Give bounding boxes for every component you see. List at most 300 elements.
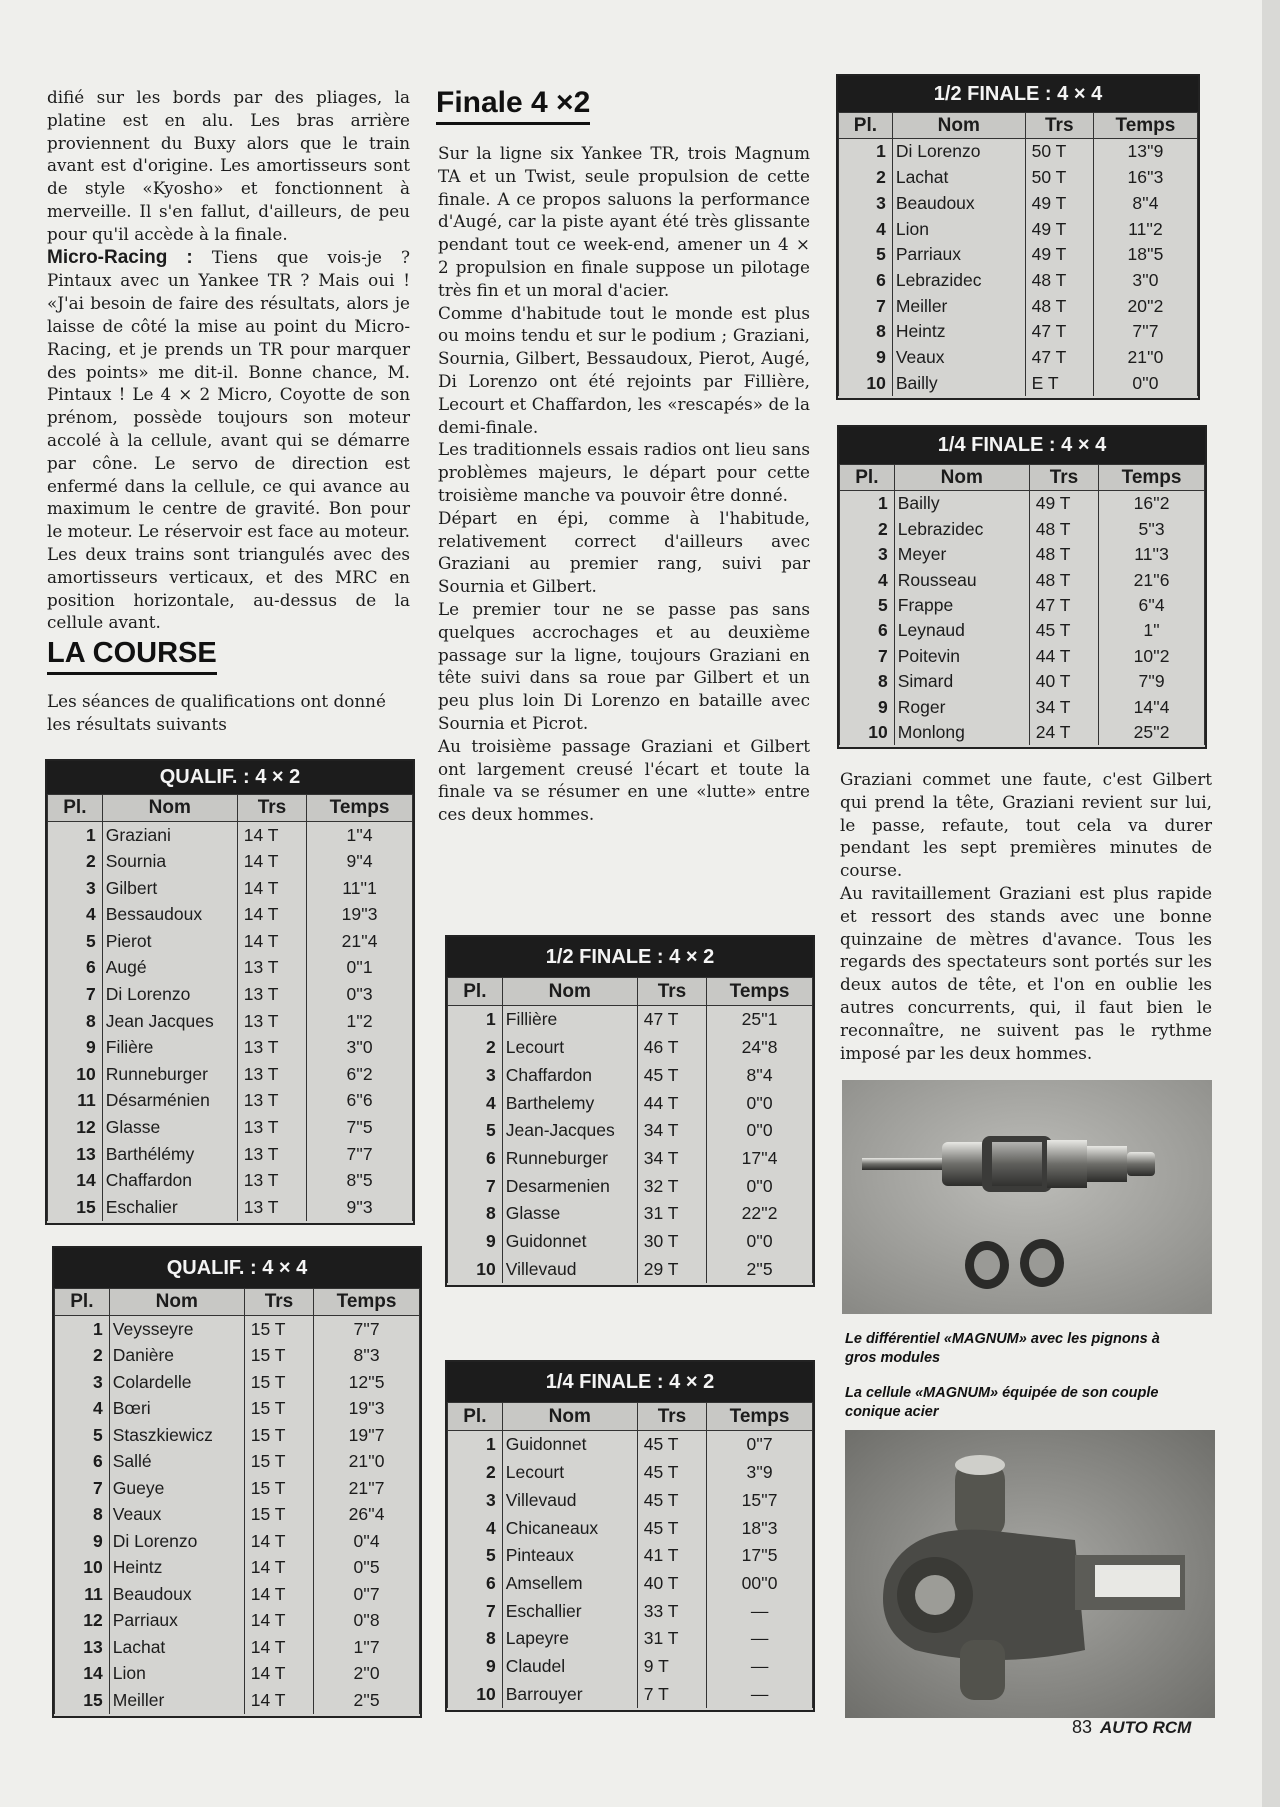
cell-nom: Di Lorenzo (102, 982, 237, 1009)
cell-trs: 14 T (244, 1608, 313, 1635)
cell-pl: 6 (839, 267, 893, 293)
table-row (448, 1255, 813, 1283)
cell-trs: 14 T (244, 1687, 313, 1714)
column-1-text (47, 86, 410, 634)
cell-trs: 15 T (244, 1502, 313, 1529)
column-header-pl: Pl. (55, 1289, 110, 1316)
cellule-image (845, 1430, 1215, 1718)
cell-pl: 9 (448, 1653, 503, 1681)
column-header-temps: Temps (307, 795, 413, 822)
cell-nom: Guidonnet (502, 1228, 637, 1256)
cell-nom: Chaffardon (502, 1061, 637, 1089)
table-row (48, 955, 413, 982)
cell-nom: Lebrazidec (894, 516, 1029, 541)
cell-temps: 21''7 (314, 1475, 420, 1502)
micro-racing-text: Tiens que vois-je ? Pintaux avec un Yankee TR ? Mais oui ! «J'ai besoin de faire des résultats, alors je laisse de côté la mise au point du Micro-Racing, et je prends un TR pour marquer des points» me dit-il. Bonne chance, M. Pintaux ! Le 4 × 2 Micro, Coyotte de son prénom, possède toujours son moteur accolé à la cellule, avant qui se démarre par cône. Le servo de direction est enfermé dans la cellule, ce qui avance au maximum le centre de gravité. Bon pour le moteur. Le réservoir est face au moteur. Les deux trains sont triangulés avec des amortisseurs verticaux, et des MRC en position horizontale, au-dessus de la cellule avant. (47, 246, 411, 633)
cell-nom: Staszkiewicz (109, 1422, 244, 1449)
cell-nom: Lachat (892, 165, 1025, 191)
column-header-pl: Pl. (840, 465, 895, 491)
cell-nom: Lachat (109, 1634, 244, 1661)
table-row (55, 1608, 420, 1635)
table-row (48, 849, 413, 876)
cell-temps: 6''2 (307, 1061, 413, 1088)
table-row (448, 1680, 813, 1708)
results-table-quart-4x4 (837, 425, 1207, 749)
cell-temps: 11''2 (1093, 216, 1197, 242)
cell-temps: 7''5 (307, 1115, 413, 1142)
cell-pl: 15 (55, 1687, 110, 1714)
column-header-trs: Trs (244, 1289, 313, 1316)
cell-nom: Runneburger (502, 1144, 637, 1172)
cell-nom: Bailly (892, 370, 1025, 396)
cell-trs: 49 T (1029, 491, 1098, 517)
table-row (840, 720, 1205, 745)
cell-pl: 4 (448, 1089, 503, 1117)
cell-nom: Meyer (894, 542, 1029, 567)
cell-temps: — (707, 1680, 813, 1708)
table-header-row (448, 978, 813, 1006)
column-header-trs: Trs (637, 1403, 706, 1431)
results-table-demi-4x4 (836, 74, 1200, 400)
cell-trs: 49 T (1025, 190, 1093, 216)
cell-nom: Roger (894, 694, 1029, 719)
table-row (448, 1061, 813, 1089)
table-row (448, 1542, 813, 1570)
cell-nom: Lecourt (502, 1459, 637, 1487)
cell-trs: 31 T (637, 1625, 706, 1653)
cell-temps: 9''4 (307, 849, 413, 876)
cell-temps: 0''0 (707, 1089, 813, 1117)
paragraph: Les traditionnels essais radios ont lieu sans problèmes majeurs, le départ pour cette troisième manche va pouvoir être donné. (438, 439, 810, 505)
table-row (839, 242, 1198, 268)
table-row (840, 694, 1205, 719)
cell-temps: 11''3 (1099, 542, 1205, 567)
table-row (840, 491, 1205, 517)
column-header-pl: Pl. (448, 1403, 503, 1431)
table-row (840, 516, 1205, 541)
cell-pl: 6 (448, 1144, 503, 1172)
table-row (839, 216, 1198, 242)
cell-nom: Colardelle (109, 1369, 244, 1396)
column-2-text (438, 142, 810, 826)
cell-temps: 3''9 (707, 1459, 813, 1487)
results-grid (839, 464, 1205, 745)
cell-temps: 2''5 (314, 1687, 420, 1714)
cell-trs: 48 T (1029, 542, 1098, 567)
cell-temps: 19''3 (307, 902, 413, 929)
cell-pl: 2 (839, 165, 893, 191)
cell-nom: Runneburger (102, 1061, 237, 1088)
cell-temps: 8''4 (707, 1061, 813, 1089)
table-row (448, 1034, 813, 1062)
cell-temps: 14''4 (1099, 694, 1205, 719)
cell-temps: 18''5 (1093, 242, 1197, 268)
cell-pl: 9 (448, 1228, 503, 1256)
cell-trs: 48 T (1025, 267, 1093, 293)
cell-nom: Veaux (109, 1502, 244, 1529)
table-row (840, 669, 1205, 694)
cell-nom: Jean Jacques (102, 1008, 237, 1035)
cell-temps: 11''1 (307, 875, 413, 902)
table-row (55, 1475, 420, 1502)
cell-trs: 14 T (237, 849, 306, 876)
cell-temps: 8''5 (307, 1168, 413, 1195)
cell-trs: 31 T (637, 1200, 706, 1228)
table-row (48, 1008, 413, 1035)
cell-nom: Glasse (502, 1200, 637, 1228)
cell-pl: 8 (839, 319, 893, 345)
column-header-temps: Temps (1099, 465, 1205, 491)
cell-nom: Augé (102, 955, 237, 982)
cell-temps: 18''3 (707, 1514, 813, 1542)
cell-nom: Monlong (894, 720, 1029, 745)
table-row (48, 1194, 413, 1221)
table-row (839, 139, 1198, 165)
cell-nom: Barthélémy (102, 1141, 237, 1168)
cell-pl: 11 (55, 1581, 110, 1608)
cell-trs: 47 T (1025, 345, 1093, 371)
table-row (55, 1396, 420, 1423)
table-row (55, 1661, 420, 1688)
table-row (48, 875, 413, 902)
cell-temps: — (707, 1653, 813, 1681)
column-header-nom: Nom (102, 795, 237, 822)
cell-trs: 14 T (244, 1581, 313, 1608)
cell-trs: 48 T (1029, 516, 1098, 541)
cell-pl: 5 (839, 242, 893, 268)
cell-nom: Lion (892, 216, 1025, 242)
results-grid (447, 1402, 813, 1708)
column-header-pl: Pl. (448, 978, 503, 1006)
table-row (55, 1449, 420, 1476)
cell-pl: 14 (48, 1168, 103, 1195)
cell-pl: 9 (48, 1035, 103, 1062)
table-row (448, 1117, 813, 1145)
table-row (55, 1422, 420, 1449)
cell-pl: 8 (48, 1008, 103, 1035)
cell-nom: Di Lorenzo (892, 139, 1025, 165)
cell-nom: Filière (102, 1035, 237, 1062)
cell-trs: 15 T (244, 1422, 313, 1449)
cell-temps: 20''2 (1093, 293, 1197, 319)
cell-trs: 13 T (237, 1061, 306, 1088)
course-line-2: les résultats suivants (47, 713, 227, 730)
table-row (48, 1168, 413, 1195)
paragraph: Départ en épi, comme à l'habitude, relativement correct d'ailleurs avec Graziani au premier rang, suivi par Sournia et Gilbert. (438, 507, 810, 597)
cell-temps: 00''0 (707, 1569, 813, 1597)
cell-pl: 15 (48, 1194, 103, 1221)
cell-trs: 49 T (1025, 242, 1093, 268)
cell-trs: 30 T (637, 1228, 706, 1256)
cell-trs: 14 T (237, 902, 306, 929)
cell-nom: Glasse (102, 1115, 237, 1142)
cell-trs: 24 T (1029, 720, 1098, 745)
cell-temps: 19''3 (314, 1396, 420, 1423)
cell-trs: 15 T (244, 1449, 313, 1476)
cell-nom: Meiller (109, 1687, 244, 1714)
cell-pl: 4 (840, 567, 895, 592)
table-header-row (448, 1403, 813, 1431)
cell-nom: Lapeyre (502, 1625, 637, 1653)
cell-nom: Beaudoux (892, 190, 1025, 216)
cell-trs: 14 T (244, 1661, 313, 1688)
cell-temps: 21''4 (307, 928, 413, 955)
table-row (448, 1200, 813, 1228)
column-header-nom: Nom (109, 1289, 244, 1316)
cell-pl: 3 (48, 875, 103, 902)
table-row (48, 822, 413, 849)
cell-pl: 8 (55, 1502, 110, 1529)
cell-temps: 1''7 (314, 1634, 420, 1661)
cell-temps: 3''0 (1093, 267, 1197, 293)
cell-pl: 6 (448, 1569, 503, 1597)
cell-temps: 24''8 (707, 1034, 813, 1062)
column-header-nom: Nom (894, 465, 1029, 491)
table-title: 1/2 FINALE : 4 × 2 (447, 937, 813, 977)
table-row (55, 1581, 420, 1608)
cell-temps: 15''7 (707, 1486, 813, 1514)
column-header-pl: Pl. (839, 113, 893, 139)
cell-temps: — (707, 1625, 813, 1653)
cell-trs: 14 T (237, 822, 306, 849)
cell-pl: 8 (448, 1200, 503, 1228)
table-row (448, 1006, 813, 1034)
cell-nom: Veaux (892, 345, 1025, 371)
cell-trs: 29 T (637, 1255, 706, 1283)
paragraph: Au ravitaillement Graziani est plus rapide et ressort des stands avec une bonne quinzaine de mètres d'avance. Tous les regards des spectateurs sont portés sur les deux autos de tête, et l'on en oublie les autres concurrents, qui, il faut bien le reconnaître, ne suivent pas le rythme imposé par les deux hommes. (840, 882, 1212, 1063)
cell-trs: 14 T (244, 1634, 313, 1661)
cell-pl: 9 (840, 694, 895, 719)
cell-pl: 2 (448, 1034, 503, 1062)
cell-trs: 13 T (237, 1141, 306, 1168)
column-header-nom: Nom (892, 113, 1025, 139)
cell-pl: 1 (448, 1006, 503, 1034)
cell-temps: 3''0 (307, 1035, 413, 1062)
cell-nom: Barthelemy (502, 1089, 637, 1117)
cell-trs: 34 T (1029, 694, 1098, 719)
cell-pl: 6 (840, 618, 895, 643)
cell-temps: 6''6 (307, 1088, 413, 1115)
cell-trs: 45 T (637, 1486, 706, 1514)
cell-nom: Rousseau (894, 567, 1029, 592)
cell-pl: 1 (839, 139, 893, 165)
table-row (448, 1569, 813, 1597)
cell-pl: 6 (55, 1449, 110, 1476)
table-title: QUALIF. : 4 × 2 (47, 761, 413, 794)
cell-temps: 17''5 (707, 1542, 813, 1570)
table-row (448, 1431, 813, 1459)
cell-trs: 13 T (237, 1035, 306, 1062)
page-number: 83 (1072, 1717, 1093, 1737)
table-row (839, 165, 1198, 191)
cell-pl: 2 (840, 516, 895, 541)
cell-nom: Amsellem (502, 1569, 637, 1597)
cell-pl: 10 (448, 1255, 503, 1283)
micro-racing-lead: Micro-Racing : (47, 246, 193, 268)
cell-nom: Graziani (102, 822, 237, 849)
cell-nom: Pinteaux (502, 1542, 637, 1570)
table-row (48, 1141, 413, 1168)
table-row (448, 1459, 813, 1487)
cell-nom: Desarmenien (502, 1172, 637, 1200)
course-intro (47, 690, 410, 730)
table-row (840, 618, 1205, 643)
cell-trs: 45 T (1029, 618, 1098, 643)
cell-trs: 9 T (637, 1653, 706, 1681)
cell-nom: Chicaneaux (502, 1514, 637, 1542)
cell-nom: Bailly (894, 491, 1029, 517)
column-header-trs: Trs (637, 978, 706, 1006)
table-row (48, 902, 413, 929)
cell-trs: 47 T (1029, 593, 1098, 618)
cell-nom: Gueye (109, 1475, 244, 1502)
cell-temps: 22''2 (707, 1200, 813, 1228)
cell-temps: 12''5 (314, 1369, 420, 1396)
cell-temps: 2''5 (707, 1255, 813, 1283)
table-row (448, 1486, 813, 1514)
cell-temps: 7''9 (1099, 669, 1205, 694)
cell-trs: 13 T (237, 982, 306, 1009)
magazine-name: AUTO RCM (1100, 1718, 1192, 1737)
section-heading-finale: Finale 4 ×2 (436, 86, 590, 125)
cell-pl: 4 (448, 1514, 503, 1542)
cell-nom: Parriaux (109, 1608, 244, 1635)
cell-nom: Heintz (109, 1555, 244, 1582)
cell-pl: 5 (48, 928, 103, 955)
cell-pl: 4 (839, 216, 893, 242)
cell-nom: Bœri (109, 1396, 244, 1423)
table-row (840, 643, 1205, 668)
cell-pl: 6 (48, 955, 103, 982)
cell-pl: 4 (55, 1396, 110, 1423)
cell-temps: 0''3 (307, 982, 413, 1009)
cell-trs: 50 T (1025, 165, 1093, 191)
cell-trs: 45 T (637, 1431, 706, 1459)
cell-temps: 0''7 (314, 1581, 420, 1608)
cell-temps: 21''0 (314, 1449, 420, 1476)
column-header-nom: Nom (502, 978, 637, 1006)
cell-temps: 9''3 (307, 1194, 413, 1221)
cell-temps: 13''9 (1093, 139, 1197, 165)
cell-trs: 32 T (637, 1172, 706, 1200)
cell-pl: 7 (448, 1597, 503, 1625)
cell-nom: Eschalier (102, 1194, 237, 1221)
paragraph: difié sur les bords par des pliages, la platine est en alu. Les bras arrière proviennent du Buxy alors que le train avant est d'origine. Les amortisseurs sont de style «Kyosho» et fonctionnent à merveille. Il s'en fallut, d'ailleurs, de peu pour qu'il accède à la finale. (47, 87, 410, 244)
cell-trs: 48 T (1025, 293, 1093, 319)
results-grid (447, 977, 813, 1283)
cell-temps: 7''7 (307, 1141, 413, 1168)
table-row (448, 1625, 813, 1653)
cell-temps: 6''4 (1099, 593, 1205, 618)
results-table-demi-4x2 (445, 935, 815, 1287)
results-grid (47, 794, 413, 1221)
cell-temps: 0''1 (307, 955, 413, 982)
cell-nom: Désarménien (102, 1088, 237, 1115)
table-header-row (48, 795, 413, 822)
column-header-trs: Trs (1029, 465, 1098, 491)
cell-nom: Lecourt (502, 1034, 637, 1062)
cell-temps: 1''4 (307, 822, 413, 849)
cell-temps: 0''5 (314, 1555, 420, 1582)
cell-temps: 19''7 (314, 1422, 420, 1449)
cell-pl: 10 (840, 720, 895, 745)
cell-trs: 40 T (637, 1569, 706, 1597)
table-header-row (839, 113, 1198, 139)
cell-trs: 44 T (637, 1089, 706, 1117)
cell-pl: 7 (55, 1475, 110, 1502)
cell-nom: Danière (109, 1343, 244, 1370)
cell-temps: 1'' (1099, 618, 1205, 643)
table-row (55, 1369, 420, 1396)
cell-pl: 8 (840, 669, 895, 694)
cell-nom: Poitevin (894, 643, 1029, 668)
table-row (839, 267, 1198, 293)
cell-temps: 7''7 (1093, 319, 1197, 345)
cell-nom: Beaudoux (109, 1581, 244, 1608)
paragraph: Sur la ligne six Yankee TR, trois Magnum TA et un Twist, seule propulsion de cette finale. A ce propos saluons la performance d'Augé, car la piste ayant été très glissante pendant tout ce week-end, amener un 4 × 2 propulsion en finale suppose un pilotage très fin et un moral d'acier. (438, 143, 810, 300)
cell-nom: Simard (894, 669, 1029, 694)
column-header-trs: Trs (1025, 113, 1093, 139)
cell-nom: Barrouyer (502, 1680, 637, 1708)
table-row (839, 370, 1198, 396)
cell-pl: 11 (48, 1088, 103, 1115)
caption-differential: Le différentiel «MAGNUM» avec les pignons à gros modules (845, 1331, 1160, 1366)
table-row (55, 1343, 420, 1370)
page-edge (1262, 0, 1280, 1807)
table-row (55, 1528, 420, 1555)
cell-pl: 2 (55, 1343, 110, 1370)
results-grid (838, 112, 1198, 396)
caption-cellule: La cellule «MAGNUM» équipée de son couple conique acier (845, 1385, 1159, 1420)
cell-pl: 1 (48, 822, 103, 849)
cell-pl: 5 (840, 593, 895, 618)
cell-pl: 12 (55, 1608, 110, 1635)
cell-trs: 14 T (237, 875, 306, 902)
cell-trs: 13 T (237, 955, 306, 982)
table-row (839, 319, 1198, 345)
table-row (48, 1061, 413, 1088)
cell-nom: Meiller (892, 293, 1025, 319)
cell-trs: 13 T (237, 1008, 306, 1035)
column-3-text (840, 768, 1212, 1064)
cell-pl: 1 (448, 1431, 503, 1459)
table-row (448, 1144, 813, 1172)
cell-trs: 45 T (637, 1459, 706, 1487)
table-row (448, 1228, 813, 1256)
cell-trs: 34 T (637, 1117, 706, 1145)
cell-temps: 1''2 (307, 1008, 413, 1035)
cell-trs: 13 T (237, 1115, 306, 1142)
paragraph: Le premier tour ne se passe pas sans quelques accrochages et au deuxième passage sur la ligne, toujours Graziani en tête suivi dans sa roue par Gilbert et un peu plus loin Di Lorenzo en bataille avec Sournia et Picrot. (438, 598, 810, 733)
table-row (48, 1115, 413, 1142)
cell-pl: 10 (839, 370, 893, 396)
cell-temps: 0''0 (1093, 370, 1197, 396)
cell-pl: 3 (840, 542, 895, 567)
cell-pl: 3 (448, 1486, 503, 1514)
cell-pl: 10 (448, 1680, 503, 1708)
column-header-temps: Temps (314, 1289, 420, 1316)
cell-nom: Pierot (102, 928, 237, 955)
cell-nom: Gilbert (102, 875, 237, 902)
table-row (840, 593, 1205, 618)
column-header-temps: Temps (707, 978, 813, 1006)
cell-trs: 14 T (244, 1555, 313, 1582)
cell-temps: 5''3 (1099, 516, 1205, 541)
cell-trs: 15 T (244, 1369, 313, 1396)
cell-pl: 5 (448, 1117, 503, 1145)
cell-temps: 21''6 (1099, 567, 1205, 592)
cell-nom: Parriaux (892, 242, 1025, 268)
